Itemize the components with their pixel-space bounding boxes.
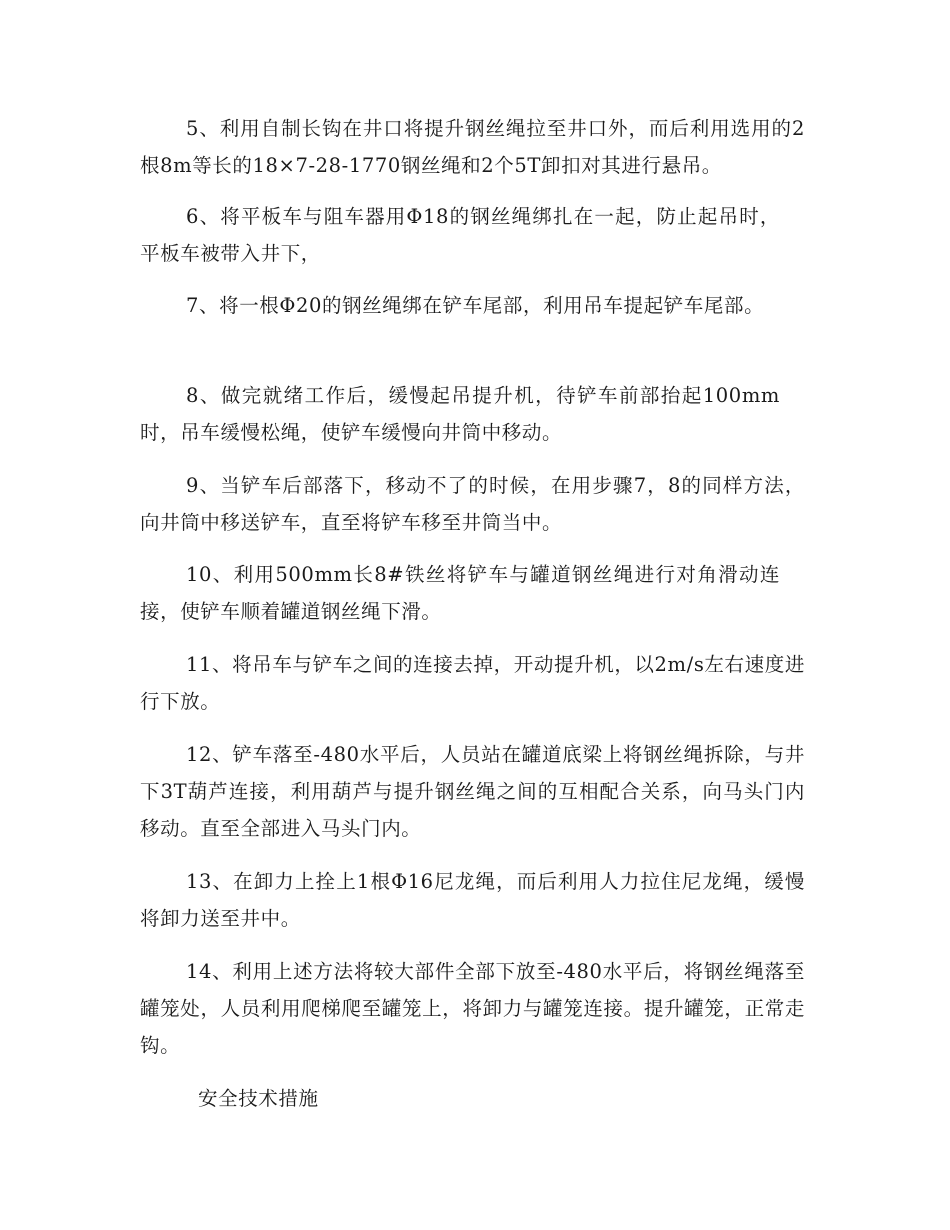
step-14-paragraph: 14、利用上述方法将较大部件全部下放至-480水平后，将钢丝绳落至罐笼处，人员利用爬梯爬至罐笼上，将卸力与罐笼连接。提升罐笼，正常走钩。: [140, 960, 805, 1057]
step-11-paragraph: 11、将吊车与铲车之间的连接去掉，开动提升机，以2m/s左右速度进行下放。: [140, 653, 805, 713]
step-13-paragraph: 13、在卸力上拴上1根Φ16尼龙绳，而后利用人力拉住尼龙绳，缓慢将卸力送至井中。: [140, 870, 805, 930]
step-12-paragraph: 12、铲车落至-480水平后，人员站在罐道底梁上将钢丝绳拆除，与井下3T葫芦连接，利用葫芦与提升钢丝绳之间的互相配合关系，向马头门内移动。直至全部进入马头门内。: [140, 743, 805, 840]
step-7-paragraph: 7、将一根Φ20的钢丝绳绑在铲车尾部，利用吊车提起铲车尾部。: [186, 294, 765, 317]
step-10-paragraph: 10、利用500mm长8#铁丝将铲车与罐道钢丝绳进行对角滑动连接，使铲车顺着罐道钢丝绳下滑。: [140, 563, 780, 623]
step-5-paragraph: 5、利用自制长钩在井口将提升钢丝绳拉至井口外，而后利用选用的2根8m等长的18×7-28-1770钢丝绳和2个5T卸扣对其进行悬吊。: [140, 117, 805, 177]
step-6-paragraph: 6、将平板车与阻车器用Φ18的钢丝绳绑扎在一起，防止起吊时，平板车被带入井下，: [140, 205, 780, 265]
section-heading-safety-measures: 安全技术措施: [198, 1087, 319, 1110]
step-8-paragraph: 8、做完就绪工作后，缓慢起吊提升机，待铲车前部抬起100mm时，吊车缓慢松绳，使铲车缓慢向井筒中移动。: [140, 384, 780, 444]
step-9-paragraph: 9、当铲车后部落下，移动不了的时候，在用步骤7，8的同样方法，向井筒中移送铲车，直至将铲车移至井筒当中。: [140, 474, 805, 534]
